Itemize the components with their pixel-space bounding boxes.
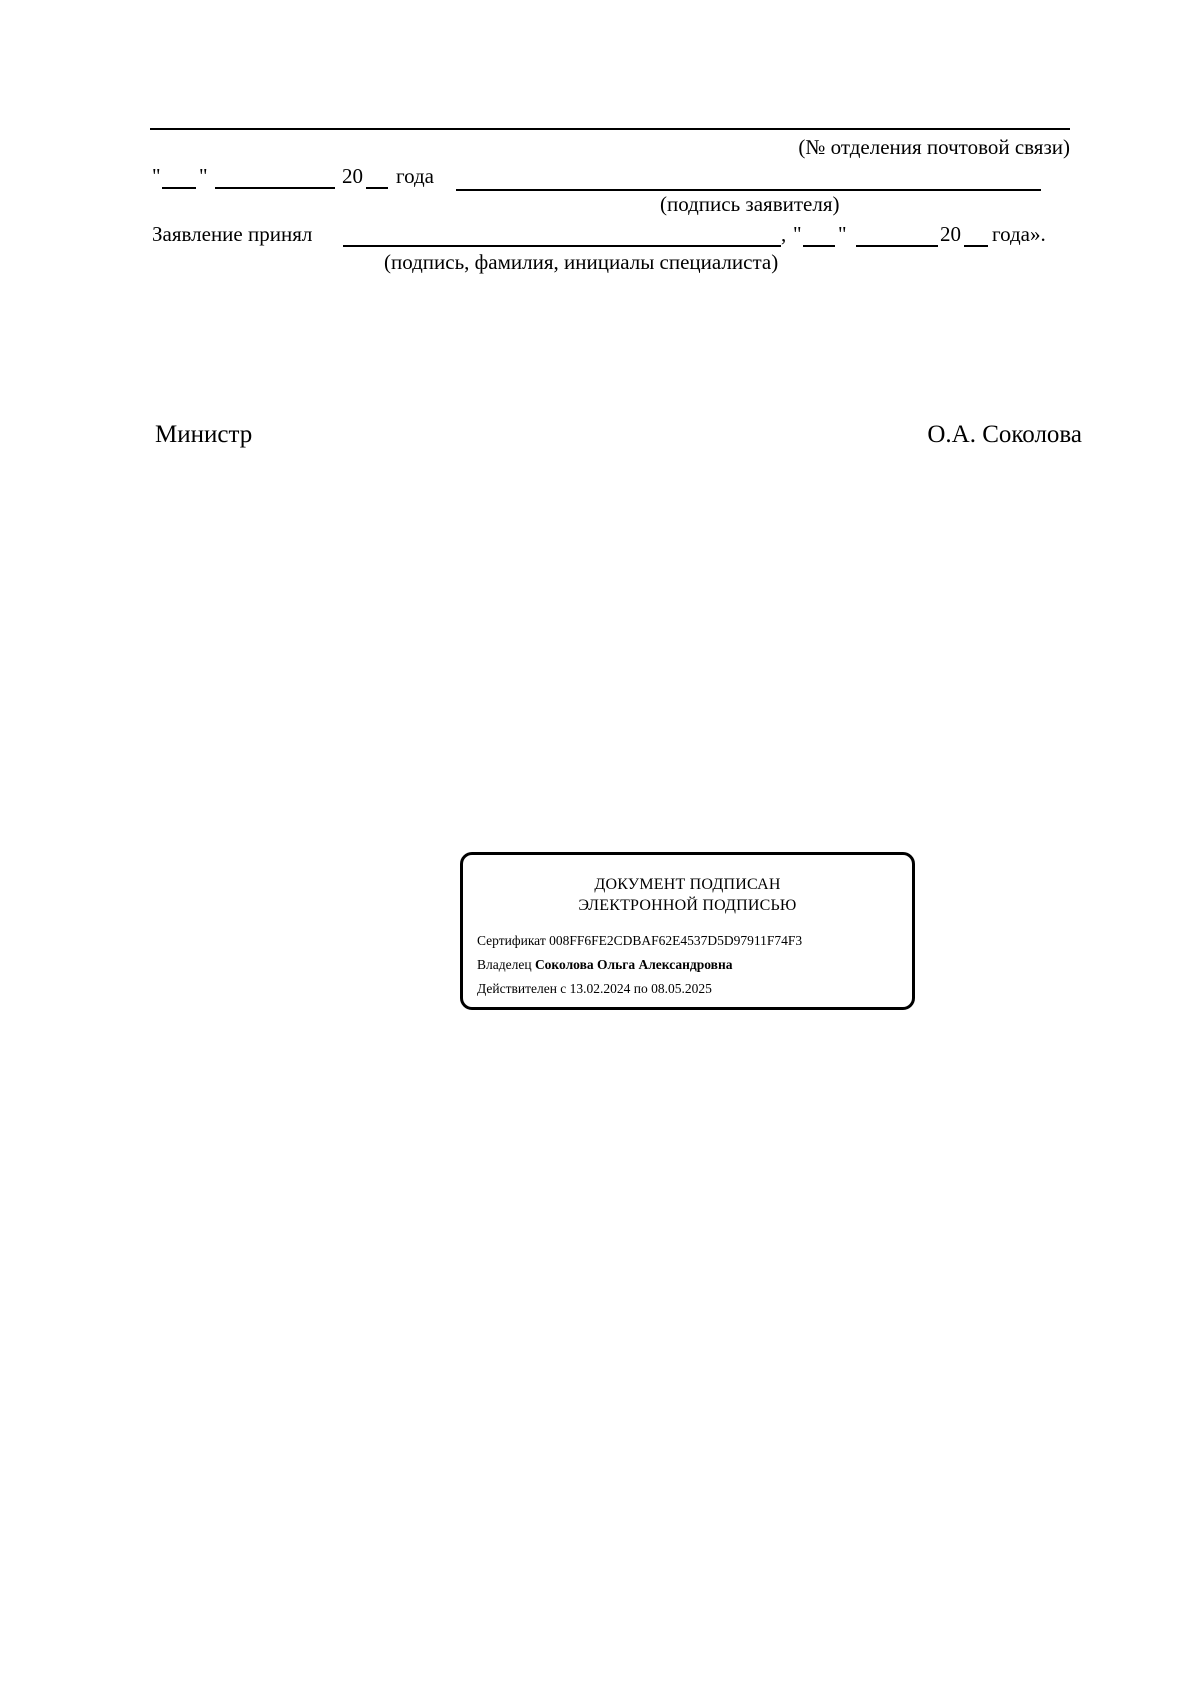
date-year-blank (366, 187, 388, 189)
owner-value: Соколова Ольга Александровна (534, 957, 733, 972)
date-year-word: года (396, 164, 434, 188)
accepted-month-blank (856, 245, 938, 247)
stamp-validity-row (477, 982, 712, 996)
signatory-position: Министр (155, 421, 253, 448)
date-day-blank (162, 187, 196, 189)
accepted-year-word: года». (992, 222, 1046, 246)
stamp-owner-row (477, 958, 733, 972)
stamp-certificate-row (477, 934, 802, 948)
certificate-label: Сертификат (477, 933, 546, 948)
date-quote-open: " (152, 164, 161, 188)
applicant-signature-caption: (подпись заявителя) (660, 192, 840, 216)
signatory-name: О.А. Соколова (927, 421, 1082, 448)
date-quote-close: " (199, 164, 208, 188)
stamp-title-line2: ЭЛЕКТРОННОЙ ПОДПИСЬЮ (578, 897, 797, 914)
owner-label: Владелец (477, 957, 532, 972)
accepted-year-blank (964, 245, 988, 247)
accepted-sep: , (781, 222, 787, 246)
accepted-day-blank (803, 245, 835, 247)
post-office-caption: (№ отделения почтовой связи) (798, 135, 1070, 159)
e-signature-stamp (460, 852, 915, 1010)
applicant-signature-line (456, 189, 1041, 191)
accepted-signature-line (343, 245, 781, 247)
valid-label: Действителен с (477, 981, 567, 996)
accepted-label: Заявление принял (152, 222, 313, 246)
accepted-year-prefix: 20 (940, 222, 961, 246)
date-year-prefix: 20 (342, 164, 363, 188)
valid-from: 13.02.2024 (569, 981, 631, 996)
certificate-value: 008FF6FE2CDBAF62E4537D5D97911F74F3 (549, 933, 803, 948)
valid-to-label: по (633, 981, 648, 996)
stamp-title-line1: ДОКУМЕНТ ПОДПИСАН (594, 876, 781, 893)
specialist-caption: (подпись, фамилия, инициалы специалиста) (384, 250, 779, 274)
date-month-blank (215, 187, 335, 189)
accepted-quote-open: " (793, 222, 802, 246)
valid-to: 08.05.2025 (651, 981, 712, 996)
accepted-quote-close: " (838, 222, 847, 246)
post-office-line (150, 128, 1070, 130)
